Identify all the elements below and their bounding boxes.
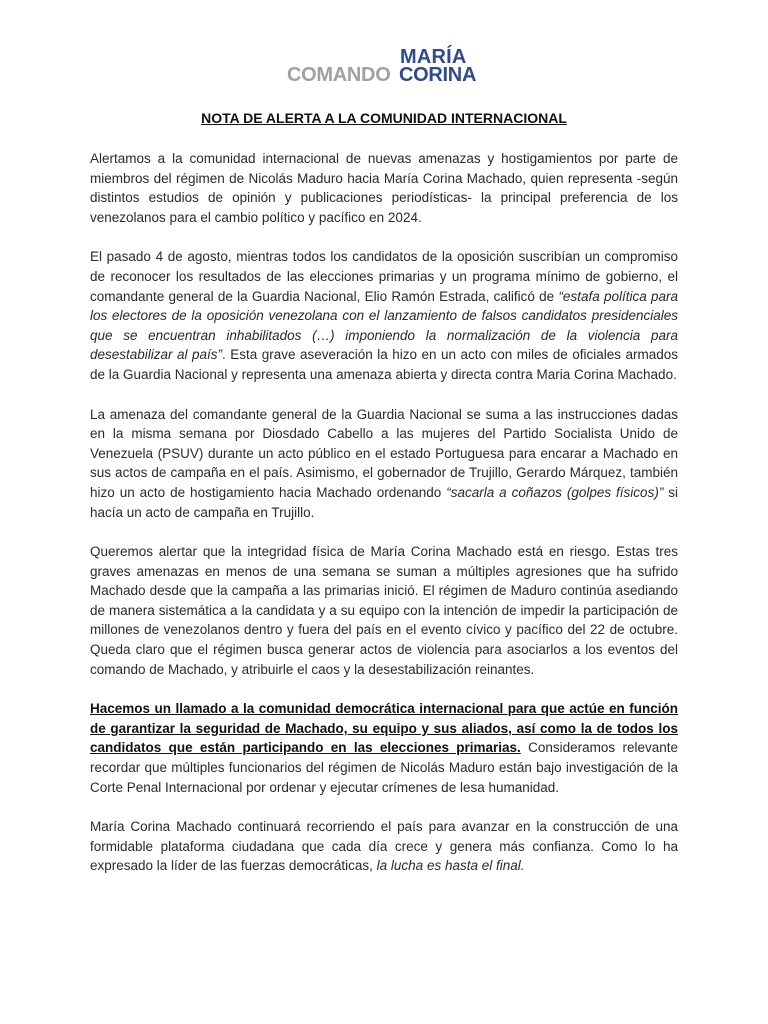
comando-maria-corina-logo bbox=[287, 46, 487, 86]
paragraph-5 bbox=[90, 699, 678, 797]
paragraph-2-quote: “estafa política para los electores de la oposición venezolana con el lanzamiento de falsos candidatos presidenciales que se encuentran inhabilitados (…) imponiendo la normalización de la violencia para desestabilizar al país” bbox=[90, 288, 678, 363]
logo-word-maria: MARÍA bbox=[400, 46, 467, 68]
paragraph-3-text-a: La amenaza del comandante general de la Guardia Nacional se suma a las instrucciones dadas en la misma semana por Diosdado Cabello a las mujeres del Partido Socialista Unido de Venezuela (PSUV) durante un acto público en el estado Portuguesa para encarar a Machado en sus actos de campaña en el país. Asimismo, el gobernador de Trujillo, Gerardo Márquez, también hizo un acto de hostigamiento hacia Machado ordenando bbox=[90, 406, 678, 500]
paragraph-2-text-a: El pasado 4 de agosto, mientras todos los candidatos de la oposición suscribían un compromiso de reconocer los resultados de las elecciones primarias y un programa mínimo de gobierno, el comandante general de la Guardia Nacional, Elio Ramón Estrada, calificó de bbox=[90, 249, 678, 304]
paragraph-6 bbox=[90, 817, 678, 876]
paragraph-3-text-b: si hacía un acto de campaña en Trujillo. bbox=[90, 484, 678, 520]
document-title: NOTA DE ALERTA A LA COMUNIDAD INTERNACIONAL bbox=[201, 110, 567, 126]
paragraph-3 bbox=[90, 405, 678, 523]
document-body bbox=[90, 149, 678, 896]
logo-word-corina: CORINA bbox=[399, 64, 477, 86]
paragraph-2 bbox=[90, 247, 678, 384]
paragraph-5-call-to-action: Hacemos un llamado a la comunidad democrática internacional para que actúe en función de garantizar la seguridad de Machado, su equipo y sus aliados, así como la de todos los candidatos que están participando en las elecciones primarias. bbox=[90, 701, 678, 756]
paragraph-1: Alertamos a la comunidad internacional de nuevas amenazas y hostigamientos por parte de miembros del régimen de Nicolás Maduro hacia María Corina Machado, quien representa -según distintos estudios de opinión y publicaciones periodísticas- la principal preferencia de los venezolanos para el cambio político y pacífico en 2024. bbox=[90, 151, 678, 225]
logo-word-comando: COMANDO bbox=[287, 64, 391, 86]
paragraph-2-text-b: . Esta grave aseveración la hizo en un acto con miles de oficiales armados de la Guardia Nacional y representa una amenaza abierta y directa contra Maria Corina Machado. bbox=[90, 347, 678, 382]
paragraph-4: Queremos alertar que la integridad física de María Corina Machado está en riesgo. Estas tres graves amenazas en menos de una semana se suman a múltiples agresiones que ha sufrido Machado desde que la campaña a las primarias inició. El régimen de Maduro continúa asediando de manera sistemática a la candidata y a su equipo con la intención de impedir la participación de millones de venezolanos dentro y fuera del país en el evento cívico y pacífico del 22 de octubre. Queda claro que el régimen busca generar actos de violencia para asociarlos a los eventos del comando de Machado, y atribuirle el caos y la desestabilización reinantes. bbox=[90, 544, 678, 677]
paragraph-6-closing: la lucha es hasta el final. bbox=[376, 858, 525, 874]
paragraph-3-quote: “sacarla a coñazos (golpes físicos)” bbox=[446, 484, 664, 500]
paragraph-5-text: Consideramos relevante recordar que múltiples funcionarios del régimen de Nicolás Maduro están bajo investigación de la Corte Penal Internacional por ordenar y ejecutar crímenes de lesa humanidad. bbox=[90, 740, 679, 795]
paragraph-6-text: María Corina Machado continuará recorriendo el país para avanzar en la construcción de una formidable plataforma ciudadana que cada día crece y genera más confianza. Como lo ha expresado la líder de las fuerzas democráticas, bbox=[90, 819, 678, 874]
